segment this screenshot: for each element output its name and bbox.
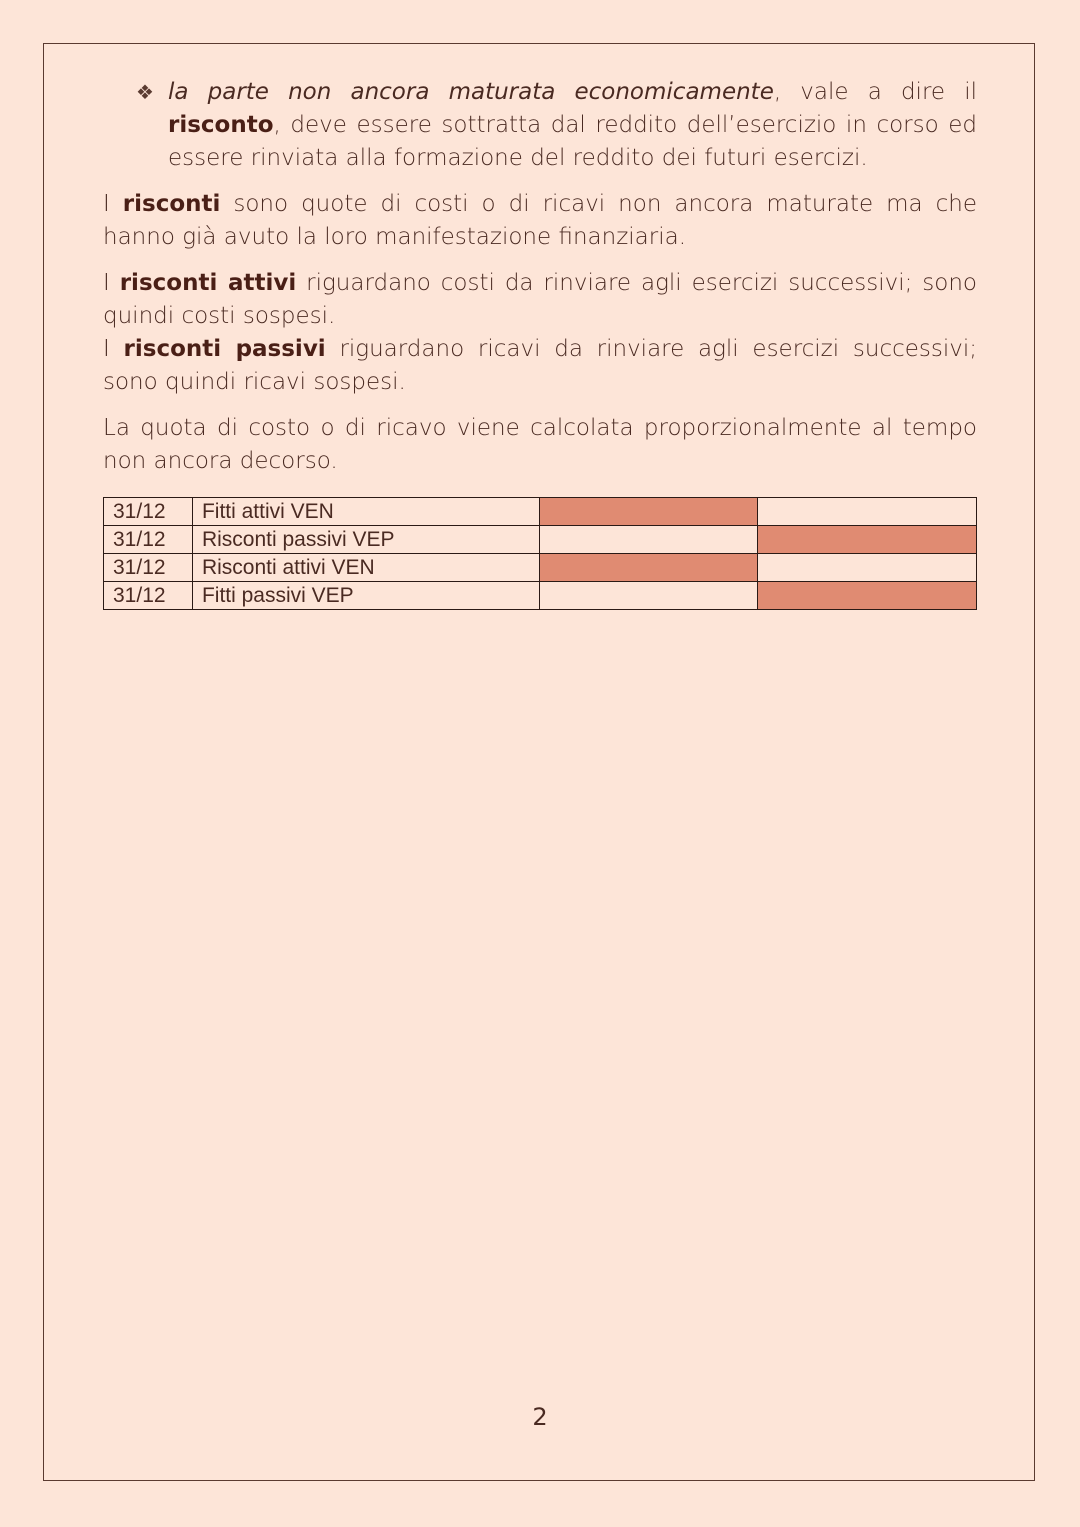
avere-cell xyxy=(758,554,977,582)
bullet-item xyxy=(136,76,977,175)
table-row xyxy=(104,582,977,610)
dare-cell xyxy=(539,526,758,554)
para2-bold-term: risconti attivi xyxy=(119,270,297,296)
para3-text: riguardano ricavi da rinviare agli esercizi successivi; sono quindi ricavi sospesi. xyxy=(103,336,977,395)
para3-pre: I xyxy=(103,336,124,362)
account-cell: Fitti passivi VEP xyxy=(192,582,539,610)
date-cell: 31/12 xyxy=(104,554,193,582)
date-cell: 31/12 xyxy=(104,582,193,610)
account-cell: Risconti passivi VEP xyxy=(192,526,539,554)
paragraph-risconti-passivi xyxy=(103,333,977,399)
avere-cell xyxy=(758,582,977,610)
page-content xyxy=(103,76,977,478)
bullet-bold-term: risconto xyxy=(168,112,274,138)
para1-bold-term: risconti xyxy=(122,191,221,217)
avere-cell xyxy=(758,526,977,554)
table-row xyxy=(104,498,977,526)
diamond-bullet-icon: ❖ xyxy=(136,80,154,104)
para2-text: riguardano costi da rinviare agli esercizi successivi; sono quindi costi sospesi. xyxy=(103,270,977,329)
bullet-text-1: , vale a dire il xyxy=(773,79,977,105)
para1-pre: I xyxy=(103,191,123,217)
bullet-italic-text: la parte non ancora maturata economicamente xyxy=(168,79,774,105)
date-cell: 31/12 xyxy=(104,498,193,526)
journal-table xyxy=(103,497,977,610)
para3-bold-term: risconti passivi xyxy=(123,336,326,362)
bullet-text xyxy=(168,76,977,175)
para1-text: sono quote di costi o di ricavi non ancora maturate ma che hanno già avuto la loro manifestazione finanziaria. xyxy=(103,191,977,250)
paragraph-risconti-attivi xyxy=(103,267,977,333)
account-cell: Fitti attivi VEN xyxy=(192,498,539,526)
table-row xyxy=(104,554,977,582)
page-number: 2 xyxy=(532,1403,548,1431)
account-cell: Risconti attivi VEN xyxy=(192,554,539,582)
table-row xyxy=(104,526,977,554)
bullet-text-2: , deve essere sottratta dal reddito dell’esercizio in corso ed essere rinviata alla formazione del reddito dei futuri esercizi. xyxy=(168,112,977,171)
date-cell: 31/12 xyxy=(104,526,193,554)
paragraph-quota: La quota di costo o di ricavo viene calcolata proporzionalmente al tempo non ancora decorso. xyxy=(103,415,977,474)
paragraph-risconti xyxy=(103,188,977,254)
avere-cell xyxy=(758,498,977,526)
dare-cell xyxy=(539,498,758,526)
dare-cell xyxy=(539,554,758,582)
dare-cell xyxy=(539,582,758,610)
para2-pre: I xyxy=(103,270,120,296)
